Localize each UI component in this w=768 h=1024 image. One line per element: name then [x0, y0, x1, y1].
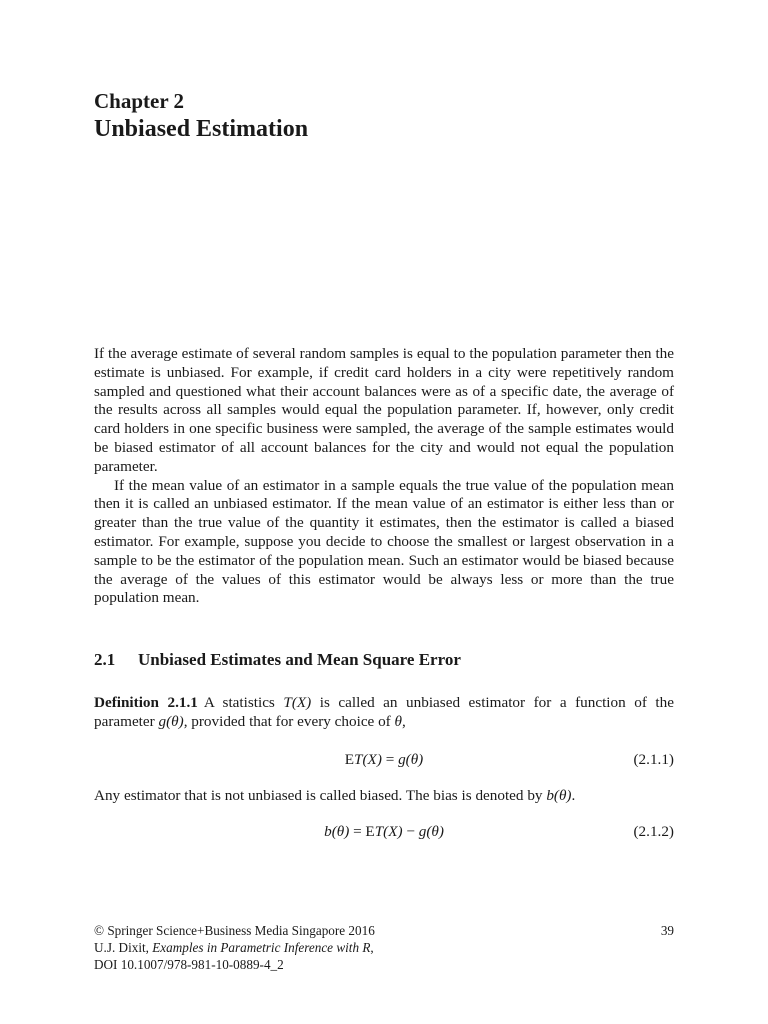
bias-text: Any estimator that is not unbiased is called biased. The bias is denoted by	[94, 787, 547, 804]
equation-2-equals: = E	[349, 823, 375, 840]
bias-symbol: b(θ)	[546, 787, 572, 804]
page-footer	[94, 922, 674, 973]
intro-paragraph-2: If the mean value of an estimator in a sample equals the true value of the population mean then it is called an unbiased estimator. If the mean value of an estimator is either less than or greater than the true value of the quantity it estimates, then the estimator is called a biased estimator. For example, suppose you decide to choose the smallest or largest observation in a sample to be the estimator of the population mean. Such an estimator would be biased because the average of the values of this estimator would be always less or more than the true population mean.	[94, 476, 674, 607]
definition-text-3: , provided that for every choice of	[183, 712, 395, 730]
equation-2-1-2-number: (2.1.2)	[633, 823, 674, 840]
equation-2-1-1-body	[94, 749, 674, 771]
chapter-title: Unbiased Estimation	[94, 116, 309, 142]
chapter-label: Chapter 2	[94, 89, 185, 113]
section-number: 2.1	[94, 650, 116, 669]
equation-2-1-1	[94, 749, 674, 771]
section-heading	[94, 649, 461, 671]
intro-text	[94, 345, 674, 608]
equation-1-equals: =	[381, 751, 399, 768]
definition-func-symbol: g(θ)	[158, 712, 184, 730]
definition-block	[94, 694, 674, 732]
definition-theta-symbol: θ	[394, 712, 403, 730]
definition-label: Definition 2.1.1	[94, 694, 198, 711]
equation-2-term1: T(X)	[374, 823, 403, 840]
footer-doi: DOI 10.1007/978-981-10-0889-4_2	[94, 957, 284, 972]
intro-paragraph-1: If the average estimate of several random samples is equal to the population parameter then the estimate is unbiased. For example, if credit card holders in a city were repetitively random sampled and questioned what their account balances were as of a specific date, the average of the results across all samples would equal the population parameter. If, however, only credit card holders in one specific business were sampled, the average of the sample estimates would be biased estimator of all account balances for the city and would not equal the population parameter.	[94, 345, 674, 475]
equation-1-lhs-prefix: E	[344, 751, 355, 768]
footer-book-title-end: ,	[370, 940, 374, 955]
equation-2-1-2-body	[94, 821, 674, 843]
footer-citation	[94, 939, 674, 956]
equation-2-1-2	[94, 821, 674, 843]
bias-intro-text	[94, 787, 674, 806]
definition-text-2: is called an unbiased estimator for a function of the parameter	[94, 694, 674, 730]
equation-2-minus: −	[402, 823, 419, 840]
definition-stat-symbol: T(X)	[283, 694, 312, 711]
definition-paragraph	[94, 694, 674, 732]
section-title: Unbiased Estimates and Mean Square Error	[138, 650, 461, 669]
definition-text-4: ,	[402, 712, 406, 730]
footer-book-title: Examples in Parametric Inference with R	[152, 940, 371, 955]
equation-1-lhs-var: T(X)	[354, 751, 382, 768]
equation-2-term2: g(θ)	[418, 823, 444, 840]
definition-text-1: A statistics	[203, 694, 284, 711]
page-number: 39	[660, 923, 674, 938]
book-page	[94, 0, 674, 1024]
bias-text-end: .	[571, 787, 576, 804]
equation-2-lhs: b(θ)	[324, 823, 350, 840]
equation-2-1-1-number: (2.1.1)	[633, 751, 674, 768]
footer-copyright: © Springer Science+Business Media Singapore 2016	[94, 923, 375, 938]
equation-1-rhs: g(θ)	[398, 751, 424, 768]
bias-paragraph	[94, 787, 674, 806]
footer-author: U.J. Dixit,	[94, 940, 153, 955]
